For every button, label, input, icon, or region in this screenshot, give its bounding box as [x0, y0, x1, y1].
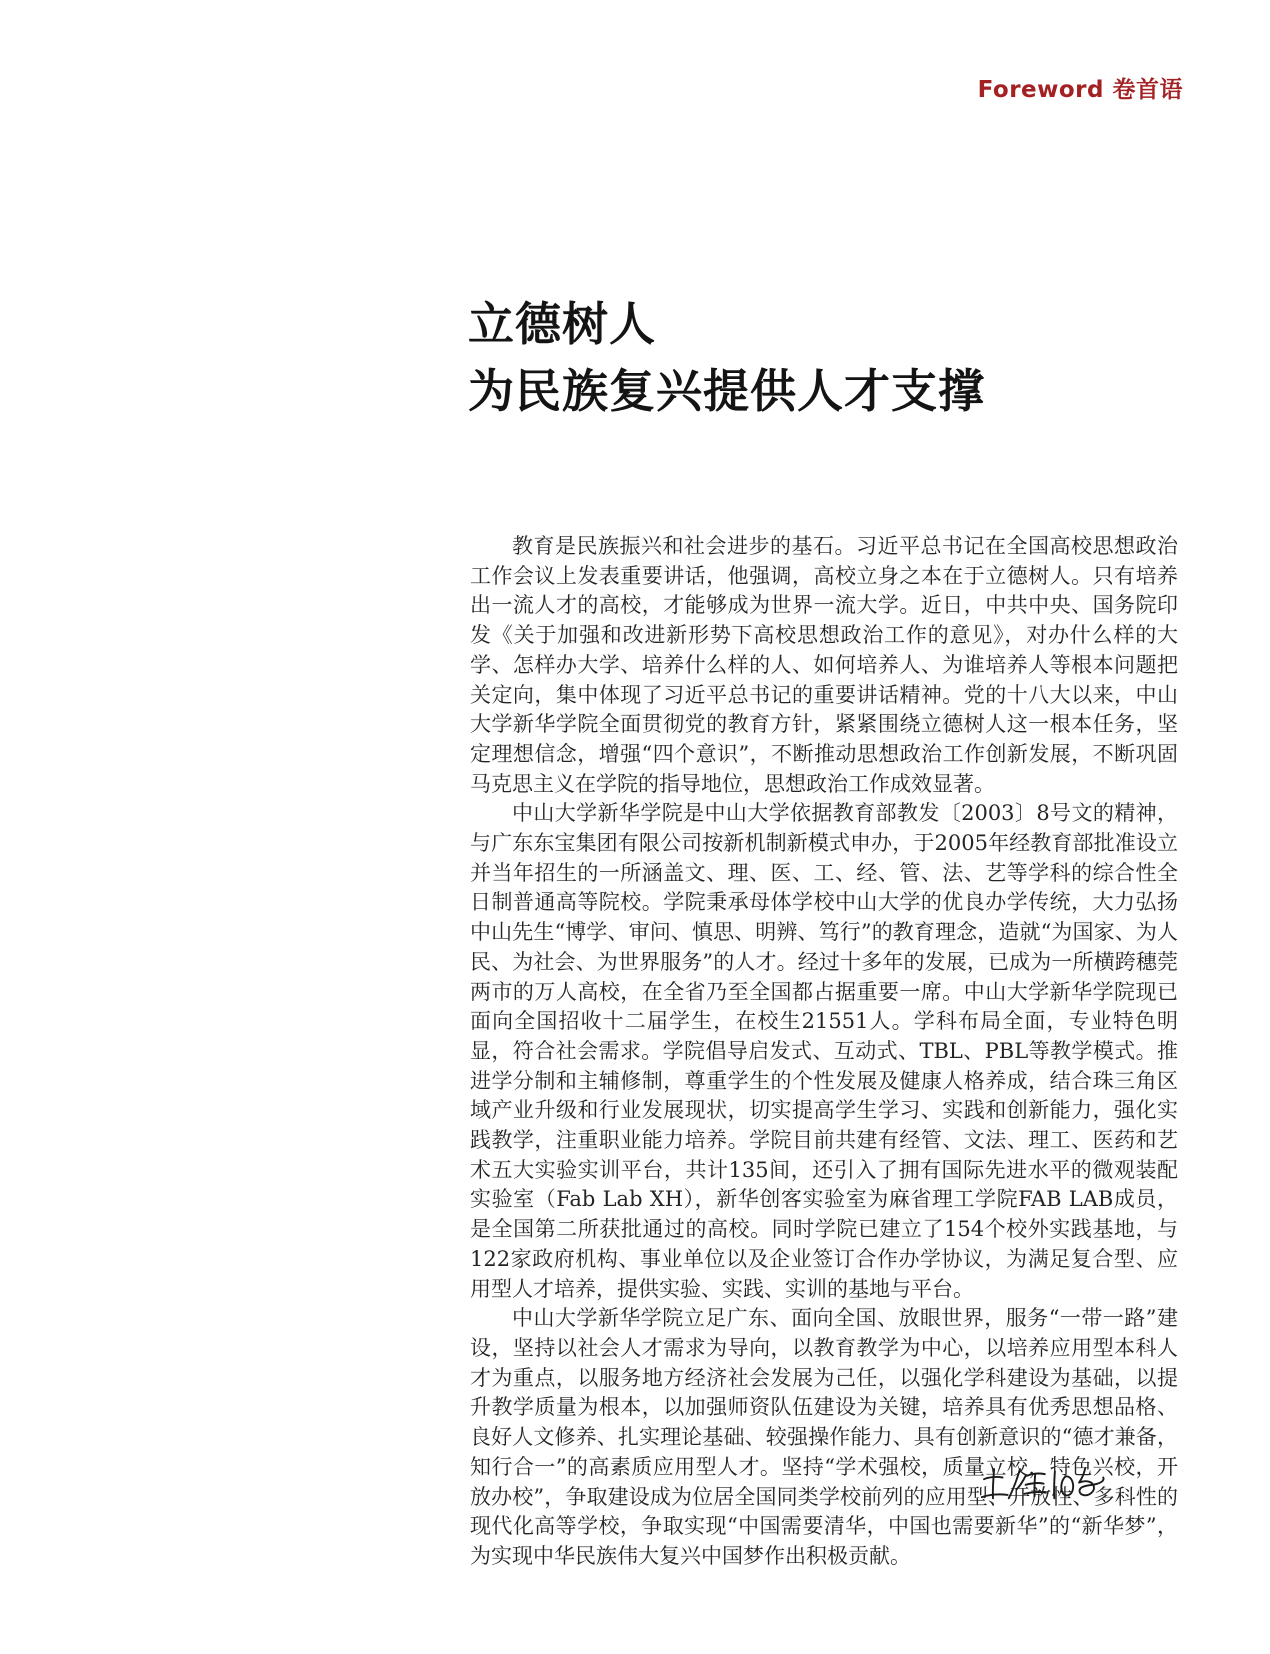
foreword-header-label: Foreword 卷首语: [977, 77, 1183, 103]
page-title-line2: 为民族复兴提供人才支撑: [468, 364, 985, 418]
page-title-line1: 立德树人: [468, 297, 656, 351]
page-title: [468, 291, 985, 425]
body-paragraph-1: 教育是民族振兴和社会进步的基石。习近平总书记在全国高校思想政治工作会议上发表重要讲话，他强调，高校立身之本在于立德树人。只有培养出一流人才的高校，才能够成为世界一流大学。近日，中共中央、国务院印发《关于加强和改进新形势下高校思想政治工作的意见》，对办什么样的大学、怎样办大学、培养什么样的人、如何培养人、为谁培养人等根本问题把关定向，集中体现了习近平总书记的重要讲话精神。党的十八大以来，中山大学新华学院全面贯彻党的教育方针，紧紧围绕立德树人这一根本任务，坚定理想信念，增强“四个意识”，不断推动思想政治工作创新发展，不断巩固马克思主义在学院的指导地位，思想政治工作成效显著。: [470, 534, 1178, 796]
body-paragraph-3: 中山大学新华学院立足广东、面向全国、放眼世界，服务“一带一路”建设，坚持以社会人才需求为导向，以教育教学为中心，以培养应用型本科人才为重点，以服务地方经济社会发展为己任，以强化学科建设为基础，以提升教学质量为根本，以加强师资队伍建设为关键，培养具有优秀思想品格、良好人文修养、扎实理论基础、较强操作能力、具有创新意识的“德才兼备，知行合一”的高素质应用型人才。坚持“学术强校，质量立校，特色兴校，开放办校”，争取建设成为位居全国同类学校前列的应用型、开放性、多科性的现代化高等学校，争取实现“中国需要清华，中国也需要新华”的“新华梦”，为实现中华民族伟大复兴中国梦作出积极贡献。: [470, 1306, 1178, 1568]
body-paragraph-2: 中山大学新华学院是中山大学依据教育部教发〔2003〕8号文的精神，与广东东宝集团有限公司按新机制新模式申办，于2005年经教育部批准设立并当年招生的一所涵盖文、理、医、工、经、管、法、艺等学科的综合性全日制普通高等院校。学院秉承母体学校中山大学的优良办学传统，大力弘扬中山先生“博学、审问、慎思、明辨、笃行”的教育理念，造就“为国家、为人民、为社会、为世界服务”的人才。经过十多年的发展，已成为一所横跨穗莞两市的万人高校，在全省乃至全国都占据重要一席。中山大学新华学院现已面向全国招收十二届学生，在校生21551人。学科布局全面，专业特色明显，符合社会需求。学院倡导启发式、互动式、TBL、PBL等教学模式。推进学分制和主辅修制，尊重学生的个性发展及健康人格养成，结合珠三角区域产业升级和行业发展现状，切实提高学生学习、实践和创新能力，强化实践教学，注重职业能力培养。学院目前共建有经管、文法、理工、医药和艺术五大实验实训平台，共计135间，还引入了拥有国际先进水平的微观装配实验室（Fab Lab XH），新华创客实验室为麻省理工学院FAB LAB成员，是全国第二所获批通过的高校。同时学院已建立了154个校外实践基地，与122家政府机构、事业单位以及企业签订合作办学协议，为满足复合型、应用型人才培养，提供实验、实践、实训的基地与平台。: [470, 801, 1178, 1301]
foreword-body: [470, 532, 1178, 1572]
signature-handwriting: [975, 1458, 1110, 1524]
